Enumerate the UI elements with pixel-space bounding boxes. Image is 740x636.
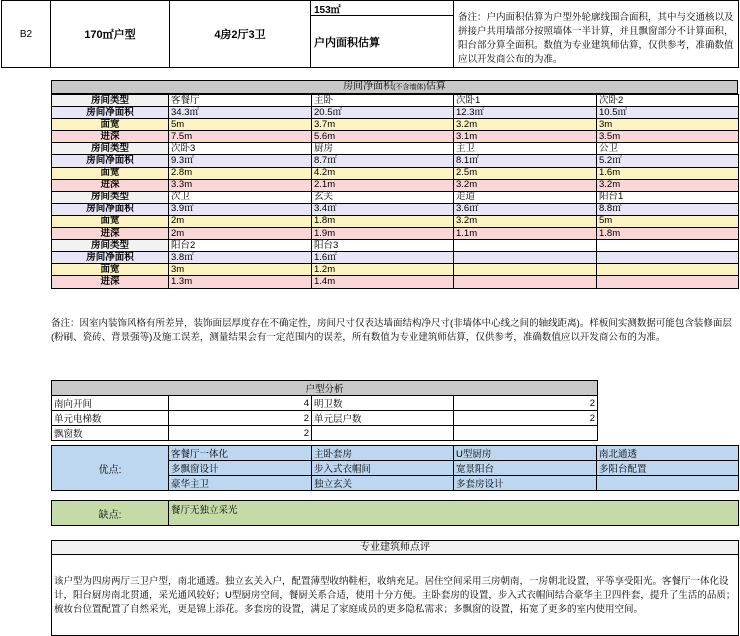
room-row-label: 房间净面积: [52, 252, 169, 264]
room-cell-depth: 1.9m: [312, 228, 454, 240]
analysis-title: 户型分析: [52, 381, 598, 396]
header-block: [0, 0, 740, 68]
room-cell-depth: 2m: [169, 228, 312, 240]
room-cell-name: 玄关: [312, 191, 454, 203]
room-cell-name: 阳台2: [169, 240, 312, 252]
room-cell-name: 次卧1: [454, 95, 597, 107]
room-row-label: 面宽: [52, 264, 169, 276]
rooms-grid: [51, 94, 739, 289]
analysis-row: [52, 411, 598, 426]
rooms-section-title: [51, 80, 738, 94]
room-cell-area: 8.7㎡: [312, 155, 454, 167]
analysis-l-val: 4: [169, 396, 312, 411]
room-row-depth: [52, 276, 739, 288]
room-cell-area: [597, 252, 739, 264]
analysis-l-label: 飘窗数: [52, 426, 169, 441]
room-cell-depth: 5.6m: [312, 131, 454, 143]
pros-item: 主卧套房: [312, 446, 454, 461]
rooms-title-small: (不含墙体): [393, 84, 426, 91]
analysis-l-val: 2: [169, 411, 312, 426]
analysis-table: [51, 380, 598, 441]
cons-item: 餐厅无独立采光: [169, 501, 739, 526]
room-cell-width: 3.7m: [312, 119, 454, 131]
rooms-title: 房间净面积: [343, 81, 394, 92]
room-row-label: 进深: [52, 228, 169, 240]
room-row-label: 房间类型: [52, 191, 169, 203]
room-cell-depth: 3.2m: [597, 179, 739, 191]
cons-table: [51, 500, 739, 526]
room-cell-depth: 1.8m: [597, 228, 739, 240]
analysis-r-val: [454, 426, 598, 441]
room-row-depth: [52, 179, 739, 191]
room-row-type: [52, 143, 739, 155]
room-cell-depth: 1.4m: [312, 276, 454, 288]
room-cell-name: [454, 240, 597, 252]
room-row-label: 进深: [52, 131, 169, 143]
pros-item: 独立玄关: [312, 476, 454, 491]
room-cell-depth: 3.3m: [169, 179, 312, 191]
unit-layout: 4房2厅3卫: [169, 0, 311, 68]
room-note: 备注：因室内装饰风格有所差异，装饰面层厚度存在不确定性，房间尺寸仅表达墙面结构净尺寸(非墙体中心线之间的轴线距离)。样板间实测数据可能包含装修面层(粉刷、瓷砖、背景强等)及施工误差，测量结果会有一定范围内的误差，所有数值为专业建筑师估算，仅供参考，准确数值应以开发商公布的为准。: [51, 318, 732, 343]
room-cell-area: 1.6㎡: [312, 252, 454, 264]
room-cell-name: 次卧3: [169, 143, 312, 155]
room-cell-name: 阳台1: [597, 191, 739, 203]
room-cell-name: 次卧2: [597, 95, 739, 107]
unit-type: 170㎡户型: [50, 0, 170, 68]
review-box: [51, 540, 739, 636]
room-row-area: [52, 252, 739, 264]
room-cell-width: 2m: [169, 215, 312, 227]
room-row-label: 面宽: [52, 215, 169, 227]
room-cell-width: 5m: [597, 215, 739, 227]
room-cell-area: 3.4㎡: [312, 203, 454, 215]
unit-area-label: 户内面积估算: [310, 15, 454, 68]
room-cell-width: 1.2m: [312, 264, 454, 276]
room-row-label: 房间类型: [52, 95, 169, 107]
review-text: 该户型为四房两厅三卫户型，南北通透。独立玄关入户，配置薄型收纳鞋柜，收纳充足。居住空间采用三房朝南，一房朝北设置，平等享受阳光。客餐厅一体化设计，阳台厨房南北贯通，采光通风较好；U型厨房空间，餐厨关系合适，使用十分方便。主卧套房的设置，步入式衣帽间结合豪华主卫四件套，提升了生活的品质；梳妆台位置配置了自然采光，更是锦上添花。多套房的设置，满足了家庭成员的更多隐私需求；多飘窗的设置，拓宽了更多的室内使用空间。: [54, 576, 736, 615]
analysis-r-label: 明卫数: [312, 396, 454, 411]
room-row-area: [52, 107, 739, 119]
room-row-label: 房间类型: [52, 240, 169, 252]
pros-table: [51, 445, 739, 491]
room-cell-area: [454, 252, 597, 264]
room-row-width: [52, 264, 739, 276]
room-cell-area: 3.8㎡: [169, 252, 312, 264]
room-cell-width: 1.6m: [597, 167, 739, 179]
pros-item: 南北通透: [597, 446, 739, 461]
room-cell-depth: 1.1m: [454, 228, 597, 240]
room-cell-width: 3m: [169, 264, 312, 276]
room-cell-name: 公卫: [597, 143, 739, 155]
analysis-r-label: 单元层户数: [312, 411, 454, 426]
room-cell-depth: [597, 276, 739, 288]
room-cell-width: 1.8m: [312, 215, 454, 227]
room-row-type: [52, 95, 739, 107]
room-row-depth: [52, 131, 739, 143]
room-cell-depth: 1.3m: [169, 276, 312, 288]
room-cell-name: [597, 240, 739, 252]
room-cell-width: 4.2m: [312, 167, 454, 179]
room-row-area: [52, 203, 739, 215]
analysis-r-label: [312, 426, 454, 441]
room-cell-area: 3.6㎡: [454, 203, 597, 215]
room-cell-name: 阳台3: [312, 240, 454, 252]
room-row-label: 进深: [52, 276, 169, 288]
room-cell-area: 9.3㎡: [169, 155, 312, 167]
room-cell-name: 厨房: [312, 143, 454, 155]
room-cell-width: 3.2m: [454, 119, 597, 131]
room-cell-width: 5m: [169, 119, 312, 131]
pros-label: 优点:: [52, 446, 169, 491]
room-cell-name: 主卫: [454, 143, 597, 155]
room-row-label: 面宽: [52, 119, 169, 131]
rooms-title-suffix: 估算: [425, 81, 446, 92]
room-cell-area: 8.8㎡: [597, 203, 739, 215]
room-cell-name: 走道: [454, 191, 597, 203]
room-cell-area: 12.3㎡: [454, 107, 597, 119]
room-cell-depth: 2.1m: [312, 179, 454, 191]
cons-label: 缺点:: [52, 501, 169, 526]
unit-code: B2: [1, 0, 51, 68]
room-cell-width: [454, 264, 597, 276]
room-row-width: [52, 167, 739, 179]
room-cell-area: 3.9㎡: [169, 203, 312, 215]
room-cell-name: 主卧: [312, 95, 454, 107]
analysis-l-label: 南向开间: [52, 396, 169, 411]
pros-item: U型厨房: [454, 446, 597, 461]
pros-item: 豪华主卫: [169, 476, 312, 491]
pros-row: [52, 446, 739, 461]
pros-item: 多阳台配置: [597, 461, 739, 476]
room-cell-width: 3m: [597, 119, 739, 131]
analysis-l-label: 单元电梯数: [52, 411, 169, 426]
room-cell-depth: 3.5m: [597, 131, 739, 143]
room-cell-depth: 3.1m: [454, 131, 597, 143]
unit-area: 153㎡: [310, 0, 454, 16]
room-row-type: [52, 191, 739, 203]
room-cell-depth: [454, 276, 597, 288]
pros-item: 多飘窗设计: [169, 461, 312, 476]
pros-item: 客餐厅一体化: [169, 446, 312, 461]
analysis-r-val: 2: [454, 396, 598, 411]
pros-item: [597, 476, 739, 491]
pros-item: 多套房设计: [454, 476, 597, 491]
room-cell-width: [597, 264, 739, 276]
room-row-label: 进深: [52, 179, 169, 191]
room-cell-width: 3.2m: [454, 215, 597, 227]
room-row-label: 面宽: [52, 167, 169, 179]
room-row-label: 房间类型: [52, 143, 169, 155]
room-cell-depth: 3.2m: [454, 179, 597, 191]
pros-item: 宽景阳台: [454, 461, 597, 476]
room-row-width: [52, 119, 739, 131]
room-cell-area: 10.5㎡: [597, 107, 739, 119]
pros-item: 步入式衣帽间: [312, 461, 454, 476]
analysis-l-val: 2: [169, 426, 312, 441]
room-row-area: [52, 155, 739, 167]
review-title: 专业建筑师点评: [52, 541, 738, 555]
room-row-type: [52, 240, 739, 252]
room-row-width: [52, 215, 739, 227]
room-cell-area: 8.1㎡: [454, 155, 597, 167]
room-row-label: 房间净面积: [52, 155, 169, 167]
room-cell-area: 20.5㎡: [312, 107, 454, 119]
header-note: 备注：户内面积估算为户型外轮廓线围合面积，其中与交通核以及拼接户共用墙部分按照墙体一半计算，并且飘窗部分不计算面积，阳台部分算全面积。数值为专业建筑师估算，仅供参考，准确数值应以开发商公布的为准。: [453, 0, 739, 68]
room-cell-name: 次卫: [169, 191, 312, 203]
analysis-row: [52, 426, 598, 441]
room-row-label: 房间净面积: [52, 203, 169, 215]
room-cell-name: 客餐厅: [169, 95, 312, 107]
room-cell-depth: 7.5m: [169, 131, 312, 143]
room-cell-width: 2.5m: [454, 167, 597, 179]
room-cell-area: 5.2㎡: [597, 155, 739, 167]
room-cell-area: 34.3㎡: [169, 107, 312, 119]
room-row-depth: [52, 228, 739, 240]
room-cell-width: 2.8m: [169, 167, 312, 179]
analysis-r-val: 2: [454, 411, 598, 426]
analysis-row: [52, 396, 598, 411]
room-row-label: 房间净面积: [52, 107, 169, 119]
